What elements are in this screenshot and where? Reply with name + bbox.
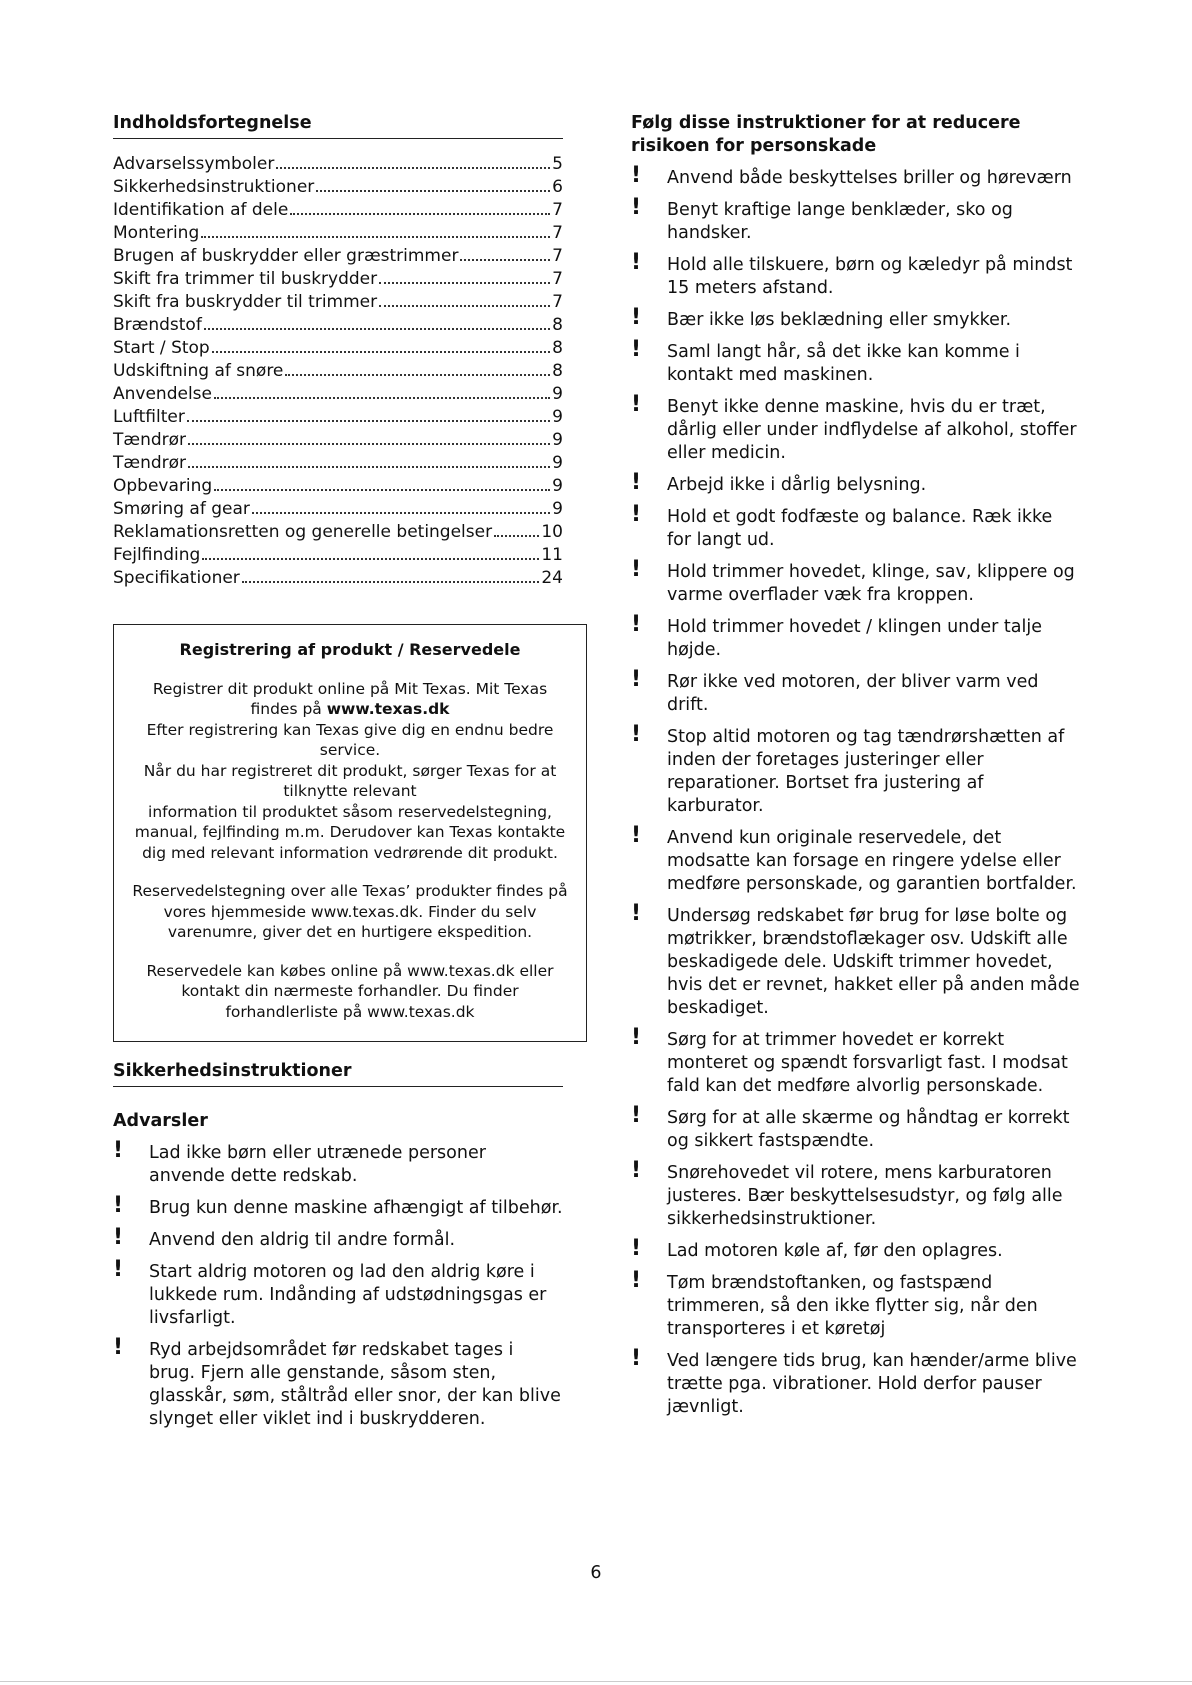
toc-entry[interactable] <box>113 498 563 521</box>
instruction-item <box>631 337 1081 387</box>
toc-entry-page: 5 <box>552 154 563 174</box>
toc-entry-page: 8 <box>552 315 563 335</box>
toc-entry[interactable] <box>113 245 563 268</box>
registration-text-1: Registrer dit produkt online på Mit Texas. Mit Texas findes på <box>152 679 548 718</box>
exclamation-icon: ! <box>631 722 642 747</box>
toc-leader-dots <box>204 328 550 330</box>
toc-entry-label: Udskiftning af snøre <box>113 361 284 381</box>
registration-paragraph-3: Reservedele kan købes online på www.texas.dk eller kontakt din nærmeste forhandler. Du finder forhandlerliste på www.texas.dk <box>146 961 554 1021</box>
toc-leader-dots <box>188 443 550 445</box>
warning-item <box>113 1257 563 1330</box>
toc-leader-dots <box>202 558 539 560</box>
toc-leader-dots <box>188 466 550 468</box>
exclamation-icon: ! <box>631 1103 642 1128</box>
exclamation-icon: ! <box>631 1236 642 1261</box>
toc-entry-page: 9 <box>552 384 563 404</box>
instruction-item <box>631 1346 1081 1419</box>
toc-leader-dots <box>379 305 550 307</box>
toc-entry[interactable] <box>113 314 563 337</box>
warnings-list <box>113 1138 563 1431</box>
toc-entry-label: Brændstof <box>113 315 202 335</box>
instruction-item-text: Hold trimmer hovedet, klinge, sav, klippere og varme overflader væk fra kroppen. <box>667 562 1075 605</box>
instruction-item <box>631 1158 1081 1231</box>
exclamation-icon: ! <box>113 1225 124 1250</box>
exclamation-icon: ! <box>113 1335 124 1360</box>
instruction-item-text: Benyt ikke denne maskine, hvis du er træt, dårlig eller under indflydelse af alkohol, stoffer eller medicin. <box>667 397 1077 463</box>
toc-entry-label: Identifikation af dele <box>113 200 289 220</box>
exclamation-icon: ! <box>631 901 642 926</box>
instruction-item <box>631 1103 1081 1153</box>
toc-entry-page: 24 <box>541 568 563 588</box>
warning-item <box>113 1193 563 1220</box>
exclamation-icon: ! <box>631 823 642 848</box>
toc-entry[interactable] <box>113 268 563 291</box>
toc-entry-label: Skift fra trimmer til buskrydder <box>113 269 378 289</box>
toc-entry-page: 9 <box>552 430 563 450</box>
toc-entry-label: Tændrør <box>113 430 187 450</box>
instruction-item-text: Tøm brændstoftanken, og fastspænd trimmeren, så den ikke flytter sig, når den transporteres i et køretøj <box>667 1273 1038 1339</box>
toc-entry-label: Anvendelse <box>113 384 212 404</box>
exclamation-icon: ! <box>631 195 642 220</box>
exclamation-icon: ! <box>631 612 642 637</box>
exclamation-icon: ! <box>631 502 642 527</box>
right-column <box>631 112 1081 1428</box>
warning-item <box>113 1225 563 1252</box>
toc-entry-label: Smøring af gear <box>113 499 250 519</box>
registration-paragraph-1 <box>128 679 572 864</box>
toc-entry-label: Sikkerhedsinstruktioner <box>113 177 315 197</box>
toc-leader-dots <box>252 512 550 514</box>
instruction-item-text: Lad motoren køle af, før den oplagres. <box>667 1241 1003 1261</box>
instruction-item-text: Rør ikke ved motoren, der bliver varm ved drift. <box>667 672 1039 715</box>
exclamation-icon: ! <box>631 557 642 582</box>
toc-entry[interactable] <box>113 406 563 429</box>
exclamation-icon: ! <box>113 1193 124 1218</box>
warning-item-text: Start aldrig motoren og lad den aldrig køre i lukkede rum. Indånding af udstødningsgas er livsfarligt. <box>149 1262 547 1328</box>
exclamation-icon: ! <box>631 1158 642 1183</box>
toc-entry-page: 11 <box>541 545 563 565</box>
toc-entry-label: Start / Stop <box>113 338 210 358</box>
toc-entry[interactable] <box>113 222 563 245</box>
bottom-rule <box>0 1681 1192 1682</box>
toc-entry-label: Advarselssymboler <box>113 154 275 174</box>
exclamation-icon: ! <box>631 337 642 362</box>
instructions-heading-line-2: risikoen for personskade <box>631 136 877 156</box>
warnings-heading: Advarsler <box>113 1111 208 1131</box>
instruction-item-text: Benyt kraftige lange benklæder, sko og handsker. <box>667 200 1013 243</box>
exclamation-icon: ! <box>631 1268 642 1293</box>
toc-entry-page: 10 <box>541 522 563 542</box>
exclamation-icon: ! <box>631 163 642 188</box>
toc-entry-page: 9 <box>552 499 563 519</box>
toc-entry[interactable] <box>113 429 563 452</box>
toc-entry-label: Skift fra buskrydder til trimmer <box>113 292 378 312</box>
toc-leader-dots <box>187 420 550 422</box>
instruction-item-text: Saml langt hår, så det ikke kan komme i kontakt med maskinen. <box>667 342 1020 385</box>
registration-link[interactable]: www.texas.dk <box>326 700 450 718</box>
toc-entry-page: 6 <box>552 177 563 197</box>
instruction-item-text: Anvend både beskyttelses briller og høreværn <box>667 168 1072 188</box>
instructions-list <box>631 163 1081 1419</box>
instruction-item <box>631 612 1081 662</box>
instruction-item-text: Stop altid motoren og tag tændrørshætten af inden der foretages justeringer eller reparationer. Bortset fra justering af karburator. <box>667 727 1065 816</box>
toc-leader-dots <box>290 213 550 215</box>
toc-entry-label: Reklamationsretten og generelle betingelser <box>113 522 493 542</box>
warning-item-text: Ryd arbejdsområdet før redskabet tages i brug. Fjern alle genstande, såsom sten, glasskår, søm, ståltråd eller snor, der kan blive slynget eller viklet ind i buskrydderen. <box>149 1340 561 1429</box>
warning-item <box>113 1335 563 1431</box>
toc-entry[interactable] <box>113 475 563 498</box>
instruction-item <box>631 823 1081 896</box>
toc-entry[interactable] <box>113 544 563 567</box>
toc-entry-page: 9 <box>552 476 563 496</box>
safety-heading: Sikkerhedsinstruktioner <box>113 1060 563 1087</box>
exclamation-icon: ! <box>113 1138 124 1163</box>
toc-entry-page: 7 <box>552 223 563 243</box>
toc-entry-page: 7 <box>552 246 563 266</box>
warning-item-text: Lad ikke børn eller utrænede personer anvende dette redskab. <box>149 1143 486 1186</box>
toc-entry-label: Opbevaring <box>113 476 213 496</box>
instruction-item-text: Undersøg redskabet før brug for løse bolte og møtrikker, brændstoflækager osv. Udskift alle beskadigede dele. Udskift trimmer hovedet, hvis det er revnet, hakket eller på anden måde beskadiget. <box>667 906 1080 1018</box>
exclamation-icon: ! <box>631 250 642 275</box>
toc-entry[interactable] <box>113 383 563 406</box>
registration-paragraph-2: Reservedelstegning over alle Texas’ produkter findes på vores hjemmeside www.texas.dk. Finder du selv varenumre, giver det en hurtigere ekspedition. <box>132 882 568 941</box>
instructions-heading-line-1: Følg disse instruktioner for at reducere <box>631 113 1021 133</box>
instruction-item-text: Sørg for at alle skærme og håndtag er korrekt og sikkert fastspændte. <box>667 1108 1070 1151</box>
instruction-item-text: Snørehovedet vil rotere, mens karburatoren justeres. Bær beskyttelsesudstyr, og følg alle sikkerhedsinstruktioner. <box>667 1163 1063 1229</box>
toc-entry-page: 9 <box>552 407 563 427</box>
registration-title: Registrering af produkt / Reservedele <box>179 640 521 659</box>
instruction-item <box>631 163 1081 190</box>
toc-entry-label: Tændrør <box>113 453 187 473</box>
toc-entry[interactable] <box>113 291 563 314</box>
instruction-item-text: Hold alle tilskuere, børn og kæledyr på mindst 15 meters afstand. <box>667 255 1073 298</box>
toc-entry[interactable] <box>113 176 563 199</box>
warning-item-text: Anvend den aldrig til andre formål. <box>149 1230 456 1250</box>
registration-text-3: Når du har registreret dit produkt, sørger Texas for at tilknytte relevant <box>143 761 557 800</box>
warning-item-text: Brug kun denne maskine afhængigt af tilbehør. <box>149 1198 563 1218</box>
toc-leader-dots <box>212 351 550 353</box>
instruction-item-text: Anvend kun originale reservedele, det modsatte kan forsage en ringere ydelse eller medføre personskade, og garantien bortfalder. <box>667 828 1077 894</box>
toc-entry-page: 8 <box>552 361 563 381</box>
toc-entry[interactable] <box>113 153 563 176</box>
instruction-item <box>631 901 1081 1020</box>
toc-entry-label: Fejlfinding <box>113 545 201 565</box>
warning-item <box>113 1138 563 1188</box>
toc-leader-dots <box>276 167 550 169</box>
exclamation-icon: ! <box>113 1257 124 1282</box>
instruction-item-text: Hold et godt fodfæste og balance. Ræk ikke for langt ud. <box>667 507 1053 550</box>
instruction-item <box>631 557 1081 607</box>
instruction-item-text: Sørg for at trimmer hovedet er korrekt monteret og spændt forsvarligt fast. I modsat fald kan det medføre alvorlig personskade. <box>667 1030 1068 1096</box>
exclamation-icon: ! <box>631 305 642 330</box>
toc-entry[interactable] <box>113 452 563 475</box>
instruction-item <box>631 470 1081 497</box>
instruction-item <box>631 1025 1081 1098</box>
registration-text-2: Efter registrering kan Texas give dig en endnu bedre service. <box>146 720 554 759</box>
registration-text-4: information til produktet såsom reservedelstegning, manual, fejlfinding m.m. Derudover kan Texas kontakte dig med relevant information vedrørende dit produkt. <box>134 802 566 862</box>
safety-section <box>113 1060 563 1440</box>
instruction-item <box>631 1268 1081 1341</box>
toc-entry-label: Luftfilter <box>113 407 185 427</box>
instruction-item <box>631 502 1081 552</box>
toc-leader-dots <box>379 282 550 284</box>
instruction-item-text: Hold trimmer hovedet / klingen under talje højde. <box>667 617 1042 660</box>
toc-entry[interactable] <box>113 337 563 360</box>
instruction-item <box>631 722 1081 818</box>
instruction-item <box>631 392 1081 465</box>
instruction-item-text: Arbejd ikke i dårlig belysning. <box>667 475 927 495</box>
instruction-item <box>631 195 1081 245</box>
instruction-item-text: Bær ikke løs beklædning eller smykker. <box>667 310 1012 330</box>
toc-entry-page: 7 <box>552 292 563 312</box>
toc-leader-dots <box>494 535 539 537</box>
toc-entry[interactable] <box>113 521 563 544</box>
toc-entry-page: 7 <box>552 269 563 289</box>
toc-entry-page: 7 <box>552 200 563 220</box>
toc-entry-page: 9 <box>552 453 563 473</box>
exclamation-icon: ! <box>631 1025 642 1050</box>
instruction-item <box>631 250 1081 300</box>
toc-entry-label: Montering <box>113 223 200 243</box>
exclamation-icon: ! <box>631 392 642 417</box>
left-column <box>113 112 563 590</box>
toc-entry[interactable] <box>113 199 563 222</box>
instruction-item <box>631 667 1081 717</box>
toc-leader-dots <box>214 397 550 399</box>
instructions-heading <box>631 112 1081 158</box>
toc-leader-dots <box>460 259 550 261</box>
exclamation-icon: ! <box>631 667 642 692</box>
toc-heading: Indholdsfortegnelse <box>113 112 563 139</box>
toc-leader-dots <box>201 236 550 238</box>
toc-entry-label: Brugen af buskrydder eller græstrimmer <box>113 246 459 266</box>
instruction-item-text: Ved længere tids brug, kan hænder/arme blive trætte pga. vibrationer. Hold derfor pauser jævnligt. <box>667 1351 1077 1417</box>
page-number: 6 <box>590 1563 602 1583</box>
toc-leader-dots <box>285 374 550 376</box>
registration-box <box>113 624 587 1042</box>
exclamation-icon: ! <box>631 470 642 495</box>
toc-entry-label: Specifikationer <box>113 568 240 588</box>
toc-entry[interactable] <box>113 567 563 590</box>
exclamation-icon: ! <box>631 1346 642 1371</box>
toc-list <box>113 153 563 590</box>
toc-entry-page: 8 <box>552 338 563 358</box>
instruction-item <box>631 305 1081 332</box>
toc-leader-dots <box>316 190 550 192</box>
toc-entry[interactable] <box>113 360 563 383</box>
toc-leader-dots <box>242 581 540 583</box>
toc-leader-dots <box>214 489 550 491</box>
instruction-item <box>631 1236 1081 1263</box>
